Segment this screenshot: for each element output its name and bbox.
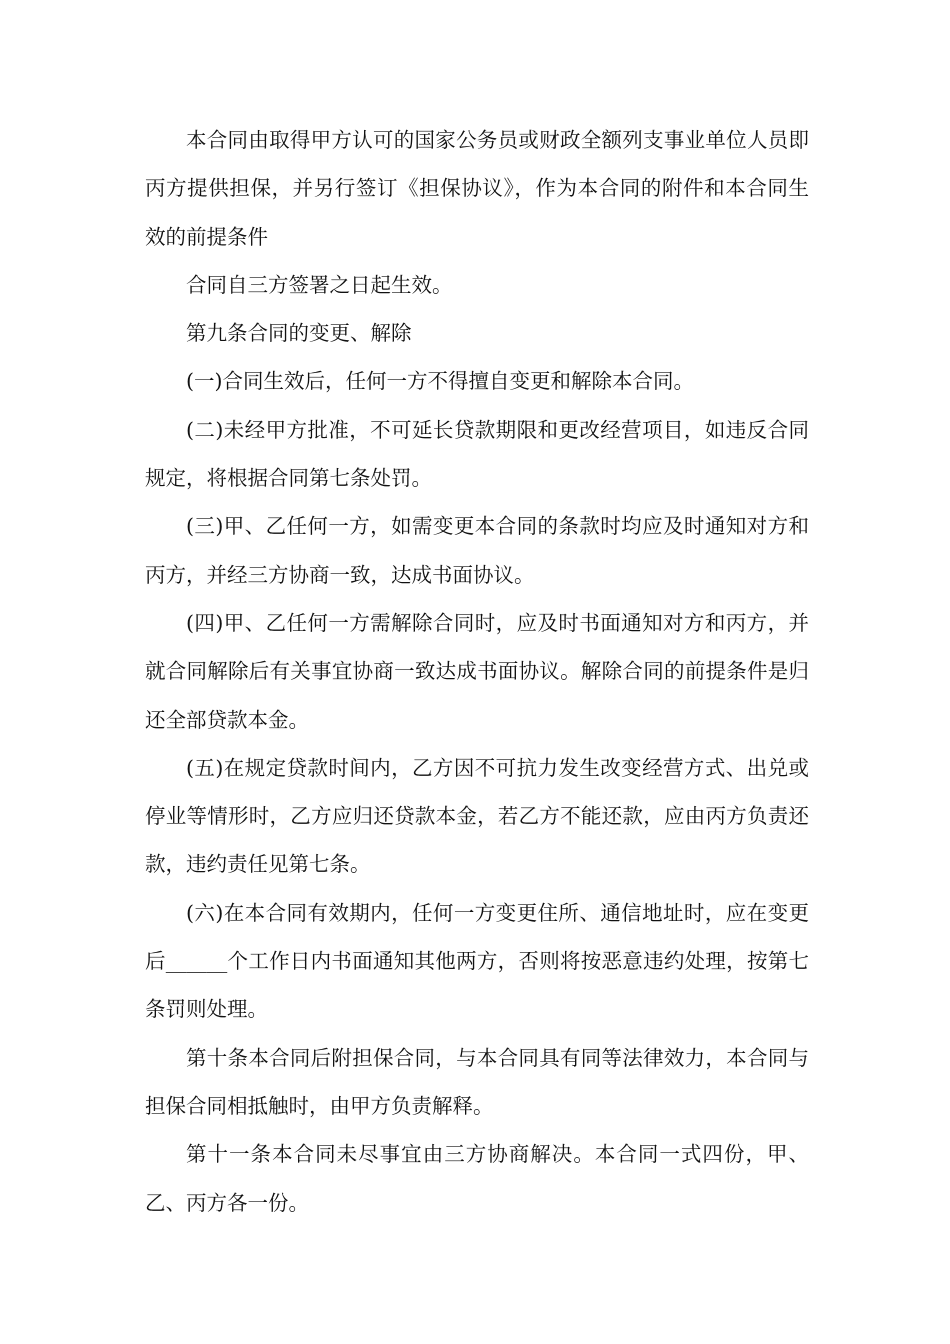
paragraph-effective-date: 合同自三方签署之日起生效。 bbox=[186, 272, 453, 297]
article-9-item-1: (一)合同生效后，任何一方不得擅自变更和解除本合同。 bbox=[186, 369, 694, 394]
article-10: 第十条本合同后附担保合同，与本合同具有同等法律效力，本合同与担保合同相抵触时，由甲方负责解释。 bbox=[145, 1045, 809, 1118]
article-9-item-6: (六)在本合同有效期内，任何一方变更住所、通信地址时，应在变更后______个工作日内书面通知其他两方，否则将按恶意违约处理，按第七条罚则处理。 bbox=[145, 900, 809, 1022]
article-9-item-2: (二)未经甲方批准，不可延长贷款期限和更改经营项目，如违反合同规定，将根据合同第七条处罚。 bbox=[145, 417, 809, 491]
article-9-item-5: (五)在规定贷款时间内，乙方因不可抗力发生改变经营方式、出兑或停业等情形时，乙方应归还贷款本金，若乙方不能还款，应由丙方负责还款，违约责任见第七条。 bbox=[145, 755, 809, 877]
article-9-item-4: (四)甲、乙任何一方需解除合同时，应及时书面通知对方和丙方，并就合同解除后有关事宜协商一致达成书面协议。解除合同的前提条件是归还全部贷款本金。 bbox=[145, 610, 809, 732]
article-9-heading: 第九条合同的变更、解除 bbox=[186, 321, 412, 346]
document-body bbox=[145, 116, 809, 1227]
article-11: 第十一条本合同未尽事宜由三方协商解决。本合同一式四份，甲、乙、丙方各一份。 bbox=[145, 1142, 809, 1215]
article-9-item-3: (三)甲、乙任何一方，如需变更本合同的条款时均应及时通知对方和丙方，并经三方协商一致，达成书面协议。 bbox=[145, 514, 809, 587]
paragraph-guarantee-clause: 本合同由取得甲方认可的国家公务员或财政全额列支事业单位人员即丙方提供担保，并另行签订《担保协议》，作为本合同的附件和本合同生效的前提条件 bbox=[145, 128, 809, 249]
